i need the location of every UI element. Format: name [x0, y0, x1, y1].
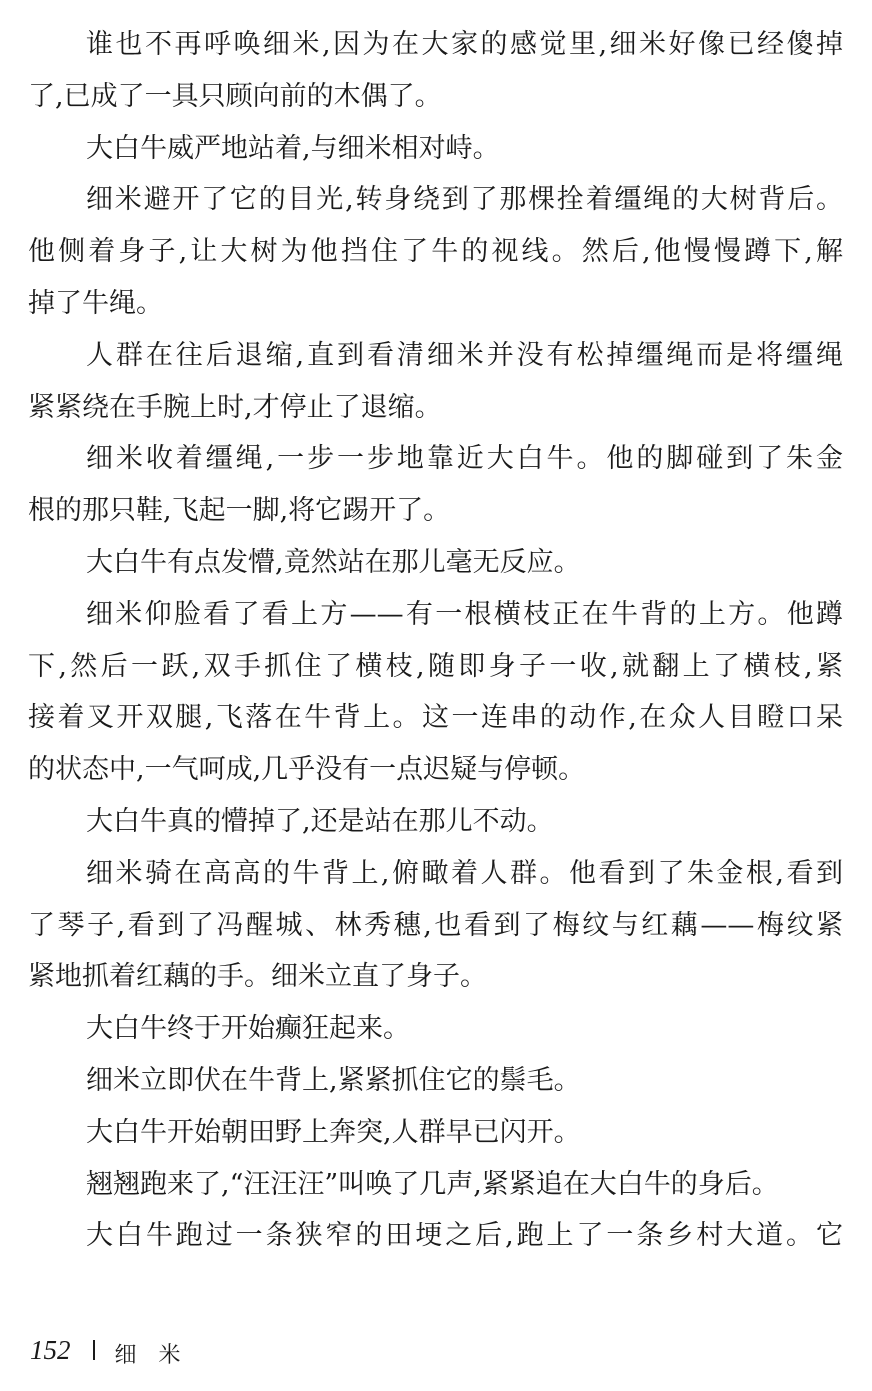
paragraph [28, 123, 843, 175]
footer-divider [93, 1340, 95, 1360]
paragraph [28, 1159, 843, 1211]
text-line: 大白牛跑过一条狭窄的田埂之后,跑上了一条乡村大道。它 [86, 1220, 843, 1252]
text-line: 细米仰脸看了看上方——有一根横枝正在牛背的上方。他蹲 [86, 598, 843, 630]
paragraph [28, 433, 843, 537]
text-line: 翘翘跑来了,“汪汪汪”叫唤了几声,紧紧追在大白牛的身后。 [86, 1168, 779, 1200]
text-line: 的状态中,一气呵成,几乎没有一点迟疑与停顿。 [28, 754, 586, 786]
text-line: 细米立即伏在牛背上,紧紧抓住它的鬃毛。 [86, 1064, 581, 1096]
page-footer [30, 1330, 203, 1370]
paragraph [28, 1210, 843, 1262]
running-title: 细米 [114, 1342, 203, 1368]
page-number: 152 [30, 1334, 71, 1365]
text-line: 大白牛真的懵掉了,还是站在那儿不动。 [86, 805, 554, 837]
text-line: 谁也不再呼唤细米,因为在大家的感觉里,细米好像已经傻掉 [86, 29, 843, 60]
text-line: 了琴子,看到了冯醒城、林秀穗,也看到了梅纹与红藕——梅纹紧 [28, 909, 843, 941]
text-line: 根的那只鞋,飞起一脚,将它踢开了。 [28, 495, 451, 527]
text-line: 细米骑在高高的牛背上,俯瞰着人群。他看到了朱金根,看到 [86, 857, 843, 889]
paragraph [28, 330, 843, 434]
text-line: 他侧着身子,让大树为他挡住了牛的视线。然后,他慢慢蹲下,解 [28, 236, 843, 268]
text-line: 细米收着缰绳,一步一步地靠近大白牛。他的脚碰到了朱金 [86, 443, 843, 475]
text-line: 大白牛有点发懵,竟然站在那儿毫无反应。 [86, 546, 581, 578]
text-line: 人群在往后退缩,直到看清细米并没有松掉缰绳而是将缰绳 [86, 339, 843, 371]
paragraph [28, 1107, 843, 1159]
text-line: 大白牛开始朝田野上奔突,人群早已闪开。 [86, 1116, 581, 1148]
paragraph [28, 848, 843, 1003]
paragraph [28, 589, 843, 796]
paragraph [28, 796, 843, 848]
paragraph [28, 537, 843, 589]
text-line: 大白牛威严地站着,与细米相对峙。 [86, 132, 500, 164]
text-line: 接着叉开双腿,飞落在牛背上。这一连串的动作,在众人目瞪口呆 [28, 702, 843, 734]
paragraph [28, 1003, 843, 1055]
body-text [28, 19, 843, 1262]
text-line: 紧地抓着红藕的手。细米立直了身子。 [28, 961, 487, 993]
text-line: 紧紧绕在手腕上时,才停止了退缩。 [28, 391, 442, 423]
text-line: 掉了牛绳。 [28, 287, 163, 319]
paragraph [28, 174, 843, 329]
text-line: 下,然后一跃,双手抓住了横枝,随即身子一收,就翻上了横枝,紧 [28, 650, 843, 682]
paragraph [28, 19, 843, 123]
text-line: 了,已成了一具只顾向前的木偶了。 [28, 80, 442, 112]
text-line: 大白牛终于开始癫狂起来。 [86, 1013, 410, 1045]
paragraph [28, 1055, 843, 1107]
text-line: 细米避开了它的目光,转身绕到了那棵拴着缰绳的大树背后。 [86, 184, 843, 216]
